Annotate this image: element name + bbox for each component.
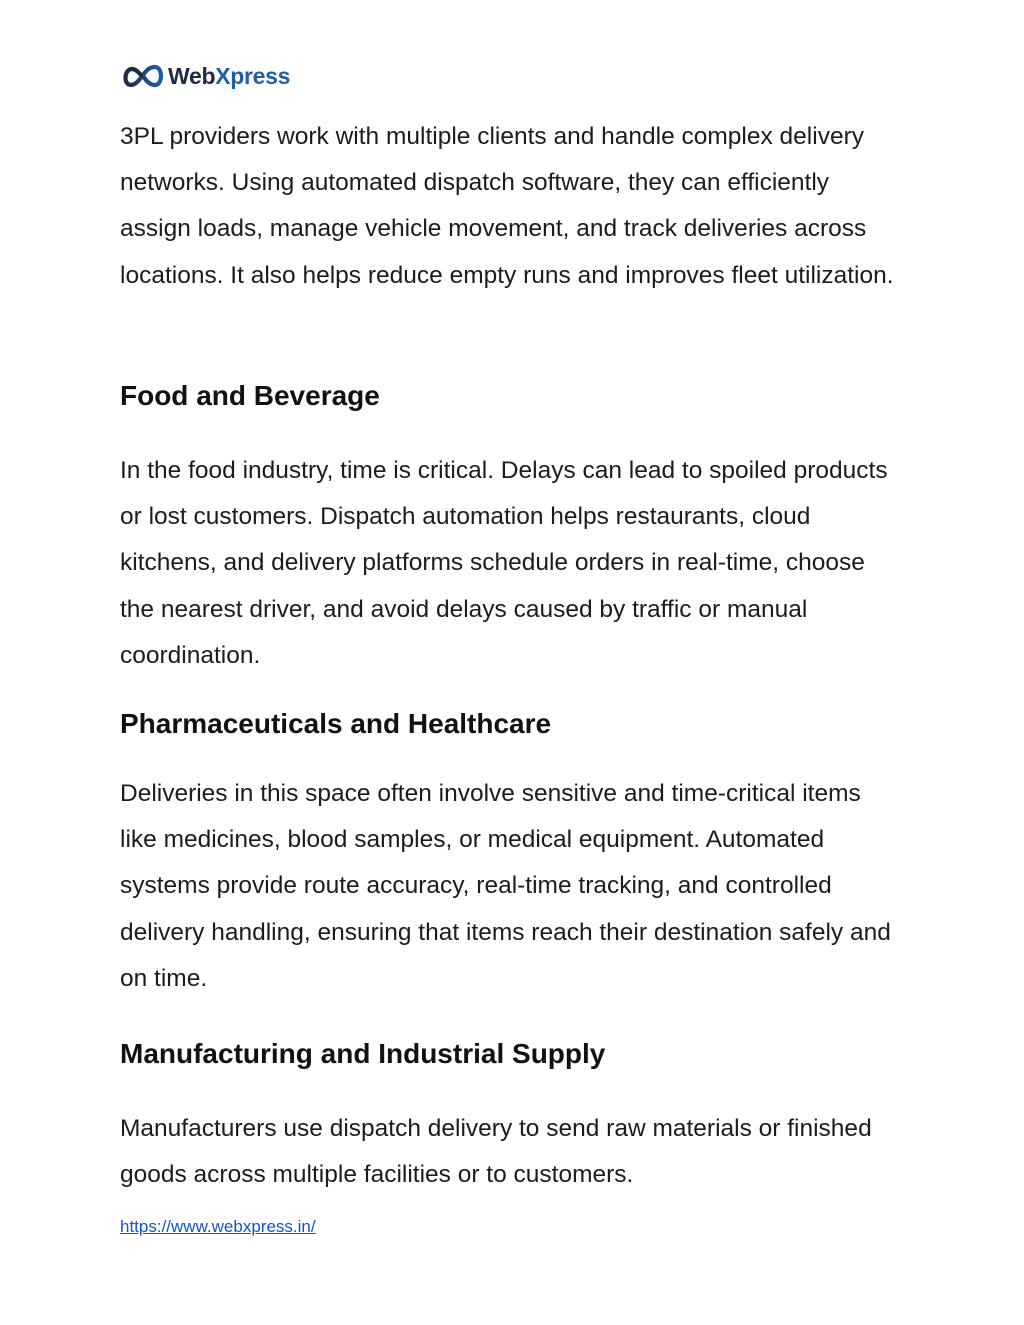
brand-name [168, 60, 290, 92]
section-heading-pharma: Pharmaceuticals and Healthcare [120, 708, 552, 739]
section-body-pharma: Deliveries in this space often involve sensitive and time-critical items like medicines, blood samples, or medical equipment. Automated systems provide route accuracy, real-time tracking, and controlled delivery handling, ensuring that items reach their destination safely and on time. [120, 780, 891, 992]
footer-website-link[interactable]: https://www.webxpress.in/ [120, 1217, 316, 1236]
section-body-food: In the food industry, time is critical. Delays can lead to spoiled products or lost customers. Dispatch automation helps restaurants, cloud kitchens, and delivery platforms schedule orders in real-time, choose the nearest driver, and avoid delays caused by traffic or manual coordination. [120, 457, 888, 669]
infinity-logo-icon [120, 60, 166, 92]
section-body-manufacturing: Manufacturers use dispatch delivery to send raw materials or finished goods across multiple facilities or to customers. [120, 1115, 872, 1189]
brand-name-web: Web [168, 63, 216, 89]
brand-logo [120, 60, 290, 92]
brand-name-xpress: Xpress [215, 63, 291, 89]
section-heading-manufacturing: Manufacturing and Industrial Supply [120, 1038, 606, 1069]
section-heading-food: Food and Beverage [120, 380, 380, 411]
intro-paragraph: 3PL providers work with multiple clients and handle complex delivery networks. Using automated dispatch software, they can efficiently assign loads, manage vehicle movement, and track deliveries across locations. It also helps reduce empty runs and improves fleet utilization. [120, 123, 894, 289]
